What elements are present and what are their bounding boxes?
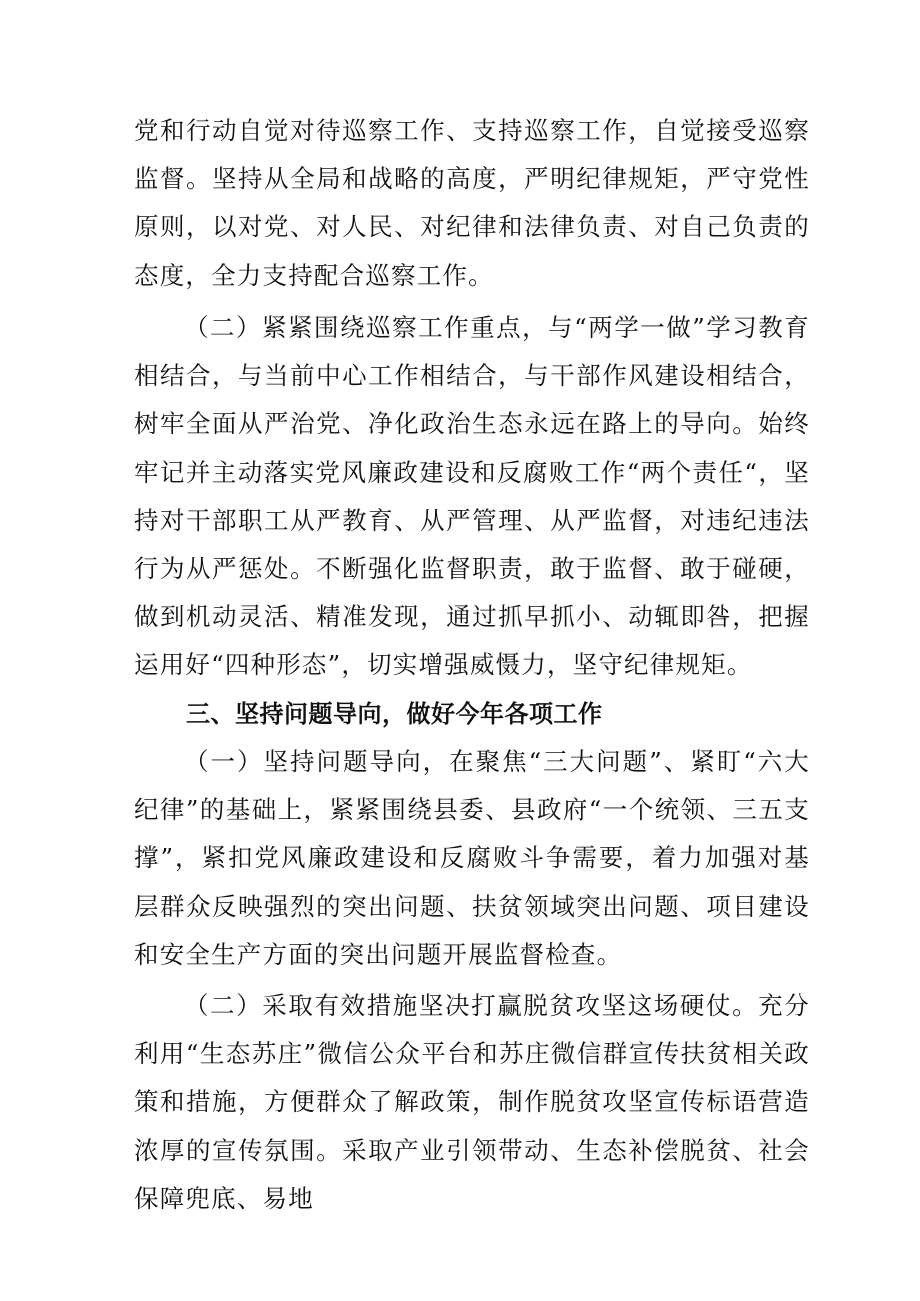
paragraph-3-2 xyxy=(134,982,810,1223)
paragraph-3-1 xyxy=(134,738,810,979)
paragraph-text: （一）坚持问题导向，在聚焦“三大问题”、紧盯“六大纪律”的基础上，紧紧围绕县委、县政府“一个统领、三五支撑”，紧扣党风廉政建设和反腐败斗争需要，着力加强对基层群众反映强烈的突出问题、扶贫领域突出问题、项目建设和安全生产方面的突出问题开展监督检查。 xyxy=(134,747,810,969)
paragraph-2 xyxy=(134,304,810,690)
paragraph-text: 党和行动自觉对待巡察工作、支持巡察工作，自觉接受巡察监督。坚持从全局和战略的高度，严明纪律规矩，严守党性原则，以对党、对人民、对纪律和法律负责、对自己负责的态度，全力支持配合巡察工作。 xyxy=(134,116,810,290)
paragraph-continuation xyxy=(134,107,810,300)
section-3-heading: 三、坚持问题导向，做好今年各项工作 xyxy=(186,700,603,728)
paragraph-text: （二）紧紧围绕巡察工作重点，与“两学一做”学习教育相结合，与当前中心工作相结合，与干部作风建设相结合，树牢全面从严治党、净化政治生态永远在路上的导向。始终牢记并主动落实党风廉政建设和反腐败工作“两个责任“，坚持对干部职工从严教育、从严管理、从严监督，对违纪违法行为从严惩处。不断强化监督职责，敢于监督、敢于碰硬，做到机动灵活、精准发现，通过抓早抓小、动辄即咎，把握运用好“四种形态”，切实增强威慑力，坚守纪律规矩。 xyxy=(134,313,810,680)
paragraph-text: （二）采取有效措施坚决打赢脱贫攻坚这场硬仗。充分利用“生态苏庄”微信公众平台和苏庄微信群宣传扶贫相关政策和措施，方便群众了解政策，制作脱贫攻坚宣传标语营造浓厚的宣传氛围。采取产业引领带动、生态补偿脱贫、社会保障兜底、易地 xyxy=(134,991,810,1213)
